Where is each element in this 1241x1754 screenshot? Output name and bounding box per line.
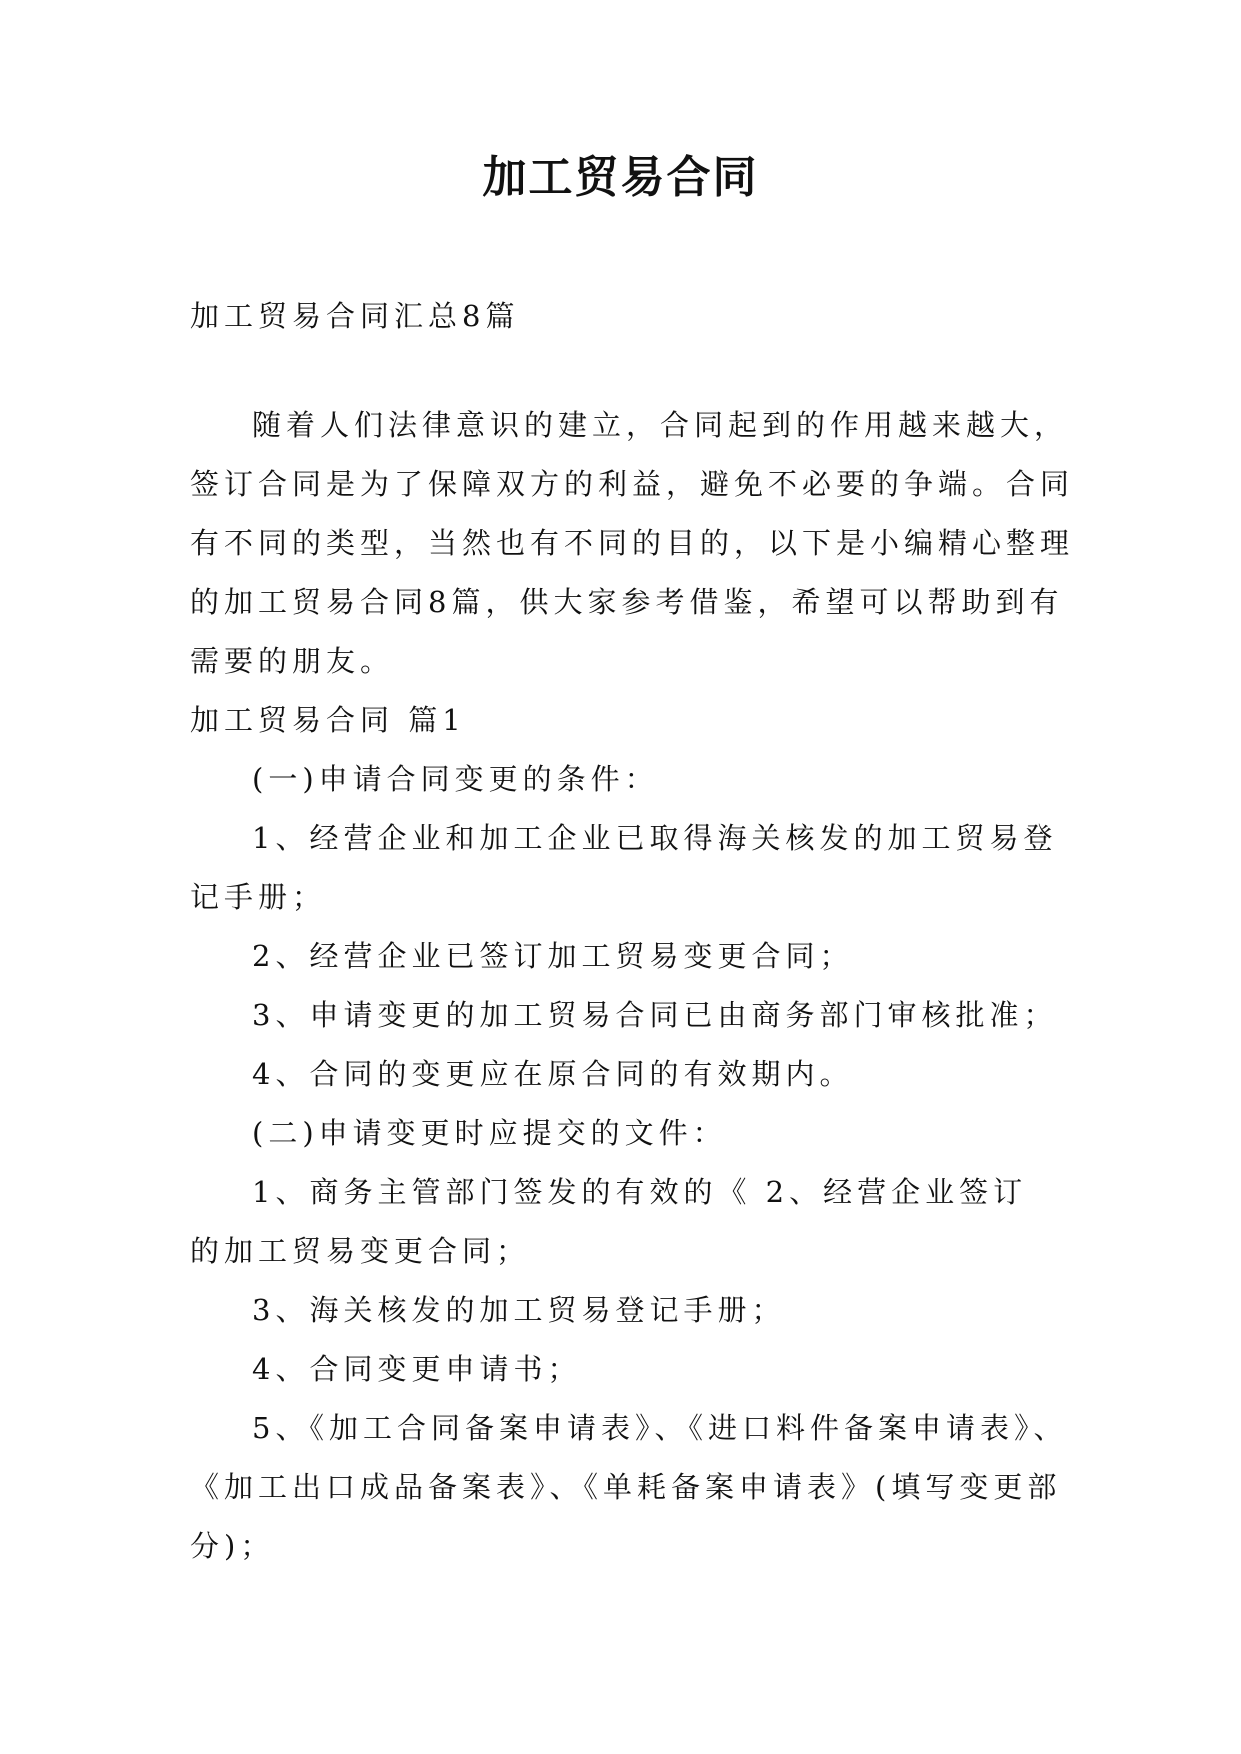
body-line: 4、合同变更申请书；	[252, 1352, 582, 1386]
intro-line: 有不同的类型，当然也有不同的目的，以下是小编精心整理	[190, 526, 1075, 560]
body-line: 《加工出口成品备案表》、《单耗备案申请表》(填写变更部	[190, 1470, 1062, 1504]
intro-line: 随着人们法律意识的建立，合同起到的作用越来越大，	[252, 408, 1069, 442]
body-line: (一)申请合同变更的条件：	[252, 762, 659, 796]
intro-line: 的加工贸易合同8篇，供大家参考借鉴，希望可以帮助到有	[190, 585, 1064, 619]
body-line: 记手册；	[190, 880, 327, 914]
intro-line: 需要的朋友。	[190, 644, 395, 678]
body-line: 分)；	[190, 1529, 275, 1563]
document-subtitle: 加工贸易合同汇总8篇	[190, 299, 520, 333]
body-line: 4、合同的变更应在原合同的有效期内。	[252, 1057, 854, 1091]
body-line: 3、申请变更的加工贸易合同已由商务部门审核批准；	[252, 998, 1058, 1032]
body-line: 1、商务主管部门签发的有效的《 2、经营企业签订	[252, 1175, 1028, 1209]
section-heading: 加工贸易合同 篇1	[190, 703, 466, 737]
body-line: 3、海关核发的加工贸易登记手册；	[252, 1293, 786, 1327]
body-line: 的加工贸易变更合同；	[190, 1234, 531, 1268]
body-line: (二)申请变更时应提交的文件：	[252, 1116, 727, 1150]
body-line: 2、经营企业已签订加工贸易变更合同；	[252, 939, 854, 973]
body-line: 5、《加工合同备案申请表》、《进口料件备案申请表》、	[252, 1411, 1068, 1445]
intro-line: 签订合同是为了保障双方的利益，避免不必要的争端。合同	[190, 467, 1075, 501]
body-line: 1、经营企业和加工企业已取得海关核发的加工贸易登	[252, 821, 1058, 855]
document-title: 加工贸易合同	[482, 152, 759, 203]
